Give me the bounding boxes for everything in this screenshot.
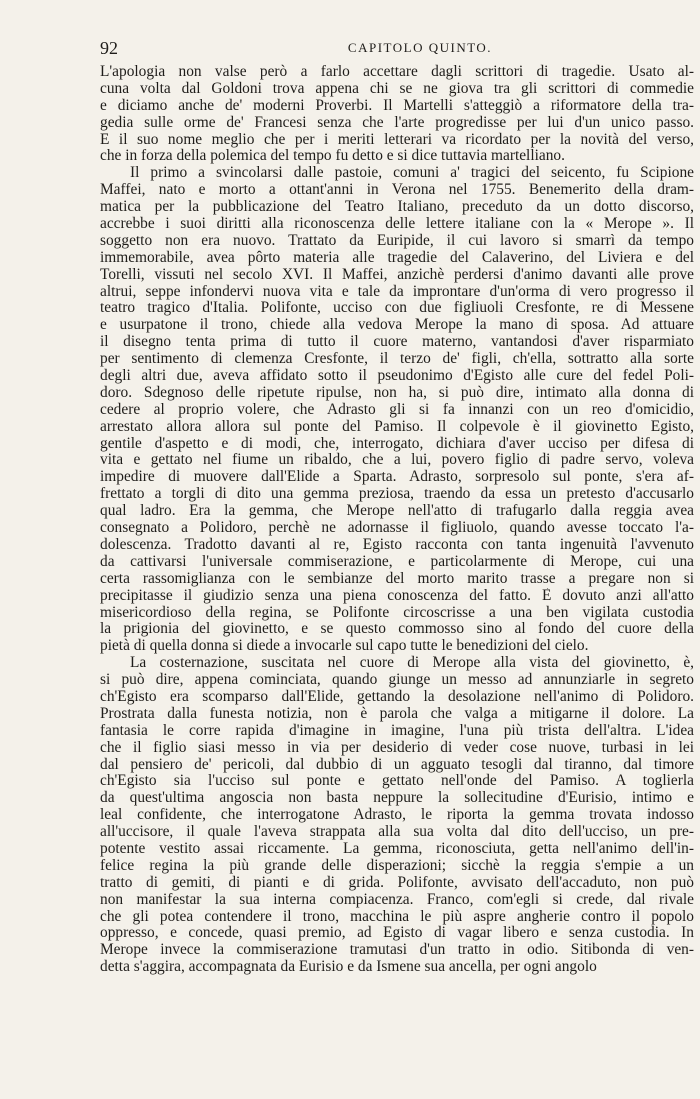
- text-line: impedire di muovere dall'Elide a Sparta. Adrasto, sorpresolo sul ponte, s'era af-: [100, 469, 694, 486]
- text-line: fantasia le corre rapida d'imagine in imagine, l'una più trista dell'altra. L'idea: [100, 722, 694, 739]
- text-line: gentile d'aspetto e di modi, che, interrogato, dichiara d'aver ucciso per difesa di: [100, 435, 694, 452]
- text-line: altrui, seppe infondervi nuova vita e tale da improntare d'un'orma di vero progresso il: [100, 283, 694, 300]
- paragraph: [100, 655, 694, 976]
- page-header: [100, 38, 700, 58]
- text-line: immemorabile, avea pôrto materia alle tragedie del Calaverino, del Liviera e del: [100, 249, 694, 266]
- text-line: accrebbe i suoi diritti alla riconoscenza delle lettere italiane con la « Merope ». Il: [100, 216, 694, 233]
- text-line: teatro tragico d'Italia. Polifonte, ucciso con due figliuoli Cresfonte, re di Messene: [100, 300, 694, 317]
- text-line: leal confidente, che interrogatone Adrasto, le riporta la gemma trovata indosso: [100, 807, 694, 824]
- text-line: il disegno tenta prima di tutto il cuore materno, vantandosi d'aver risparmiato: [100, 334, 694, 351]
- body-text: [100, 64, 694, 976]
- text-line: consegnato a Polidoro, perchè ne adornasse il figliuolo, quando avesse toccato l'a-: [100, 520, 694, 537]
- text-line: Prostrata dalla funesta notizia, non è parola che valga a mitigarne il dolore. La: [100, 705, 694, 722]
- text-line: matica per la pubblicazione del Teatro Italiano, preceduto da un dotto discorso,: [100, 199, 694, 216]
- text-line: precipitasse il giudizio senza una piena conoscenza del fatto. È dovuto anzi all'atto: [100, 587, 694, 604]
- text-line: che il figlio siasi messo in via per desiderio di veder cose nuove, turbasi in lei: [100, 739, 694, 756]
- text-line: la prigionia del giovinetto, e se questo commosso sino al fondo del cuore della: [100, 621, 694, 638]
- text-line: qual ladro. Era la gemma, che Merope nell'atto di trafugarlo dalla reggia avea: [100, 503, 694, 520]
- text-line: certa rassomiglianza con le sembianze del morto marito trasse a pregare non si: [100, 570, 694, 587]
- page-number: 92: [100, 38, 118, 58]
- text-line: La costernazione, suscitata nel cuore di Merope alla vista del giovinetto, è,: [130, 655, 694, 672]
- text-line: L'apologia non valse però a farlo accettare dagli scrittori di tragedie. Usato al-: [100, 64, 694, 80]
- text-line: non manifestar la sua interna compiacenza. Franco, com'egli si crede, dal rivale: [100, 891, 694, 908]
- text-line: Maffei, nato e morto a ottant'anni in Verona nel 1755. Benemerito della dram-: [100, 182, 694, 199]
- text-line: Il primo a svincolarsi dalle pastoie, comuni a' tragici del seicento, fu Scipione: [130, 165, 694, 182]
- text-line: cedere al proprio volere, che Adrasto gli si fa innanzi con un reo d'omicidio,: [100, 401, 694, 418]
- text-line: per sentimento di clemenza Cresfonte, il terzo de' figli, ch'ella, sottratto alla sorte: [100, 351, 694, 368]
- text-line: ch'Egisto era scomparso dall'Elide, gettando la desolazione nell'animo di Polidoro.: [100, 688, 694, 705]
- text-line: cuna volta dal Goldoni trova appena chi se ne giova tra gli scrittori di commedie: [100, 80, 694, 97]
- text-line: e usurpatone il trono, chiede alla vedova Merope la mano di sposa. Ad attuare: [100, 317, 694, 334]
- text-line: dal pensiero de' pericoli, dal dubbio di un agguato tesogli dal tiranno, dal timore: [100, 756, 694, 773]
- text-line: soggetto non era nuovo. Trattato da Euripide, il cui lavoro si smarrì da tempo: [100, 232, 694, 249]
- text-line: doro. Sdegnoso delle ripetute ripulse, non ha, si può dire, intimato alla donna di: [100, 384, 694, 401]
- text-line: vita e gettato nel fiume un ribaldo, che a lui, povero figlio di padre servo, voleva: [100, 452, 694, 469]
- text-line: frettato a torgli di dito una gemma preziosa, traendo da essa un pretesto d'accusarlo: [100, 486, 694, 503]
- text-line: E il suo nome meglio che per i meriti letterari va ricordato per la novità del verso,: [100, 131, 694, 148]
- text-line: gedia sulle orme de' Francesi senza che l'arte progredisse per lui d'un unico passo.: [100, 114, 694, 131]
- text-line: oppresso, e concede, quasi premio, ad Egisto di vagar libero e senza custodia. In: [100, 925, 694, 942]
- text-line: Torelli, vissuti nel secolo XVI. Il Maffei, anzichè perdersi d'animo davanti alle prove: [100, 266, 694, 283]
- text-line: dolescenza. Tradotto davanti al re, Egisto racconta con tanta ingenuità l'avvenuto: [100, 536, 694, 553]
- text-line: pietà di quella donna si diede a invocarle sul capo tutte le benedizioni del cielo.: [100, 638, 589, 655]
- text-line: detta s'aggira, accompagnata da Eurisio e da Ismene sua ancella, per ogni angolo: [100, 959, 597, 976]
- text-line: da quest'ultima angoscia non basta neppure la sollecitudine d'Eurisio, intimo e: [100, 790, 694, 807]
- text-line: misericordioso della regina, se Polifonte circoscrisse a una ben vigilata custodia: [100, 604, 694, 621]
- text-line: che gli potea contendere il trono, macchina le più aspre angherie contro il popolo: [100, 908, 694, 925]
- text-line: arrestato allora allora sul ponte del Pamiso. Il colpevole è il giovinetto Egisto,: [100, 418, 694, 435]
- paragraph: [100, 165, 694, 655]
- text-line: tratto di gemiti, di pianti e di grida. Polifonte, avvisato dell'accaduto, non può: [100, 874, 694, 891]
- text-line: potente vestito assai riccamente. La gemma, riconosciuta, getta nell'animo dell'in-: [100, 840, 694, 857]
- text-line: felice regina la più grande delle disperazioni; sicchè la reggia s'empie a un: [100, 857, 694, 874]
- paragraph: [100, 64, 694, 165]
- text-line: da cattivarsi l'universale commiserazione, e particolarmente di Merope, cui una: [100, 553, 694, 570]
- text-line: Merope invece la commiserazione tramutasi d'un tratto in odio. Sitibonda di ven-: [100, 942, 694, 959]
- text-line: degli altri due, aveva affidato sotto il pseudonimo d'Egisto alle cure del fedel Poli-: [100, 368, 694, 385]
- text-line: che in forza della polemica del tempo fu detto e si dice tuttavia martelliano.: [100, 148, 565, 165]
- text-line: all'uccisore, il quale l'aveva strappata alla sua volta dal dito dell'ucciso, un pre-: [100, 824, 694, 841]
- text-line: si può dire, appena cominciata, quando giunge un messo ad annunziarle in segreto: [100, 672, 694, 689]
- running-head: CAPITOLO QUINTO.: [347, 40, 493, 55]
- text-line: e diciamo anche de' moderni Proverbi. Il Martelli s'atteggiò a riformatore della tra-: [100, 97, 694, 114]
- text-line: ch'Egisto sia l'ucciso sul ponte e gettato nell'onde del Pamiso. A toglierla: [100, 773, 694, 790]
